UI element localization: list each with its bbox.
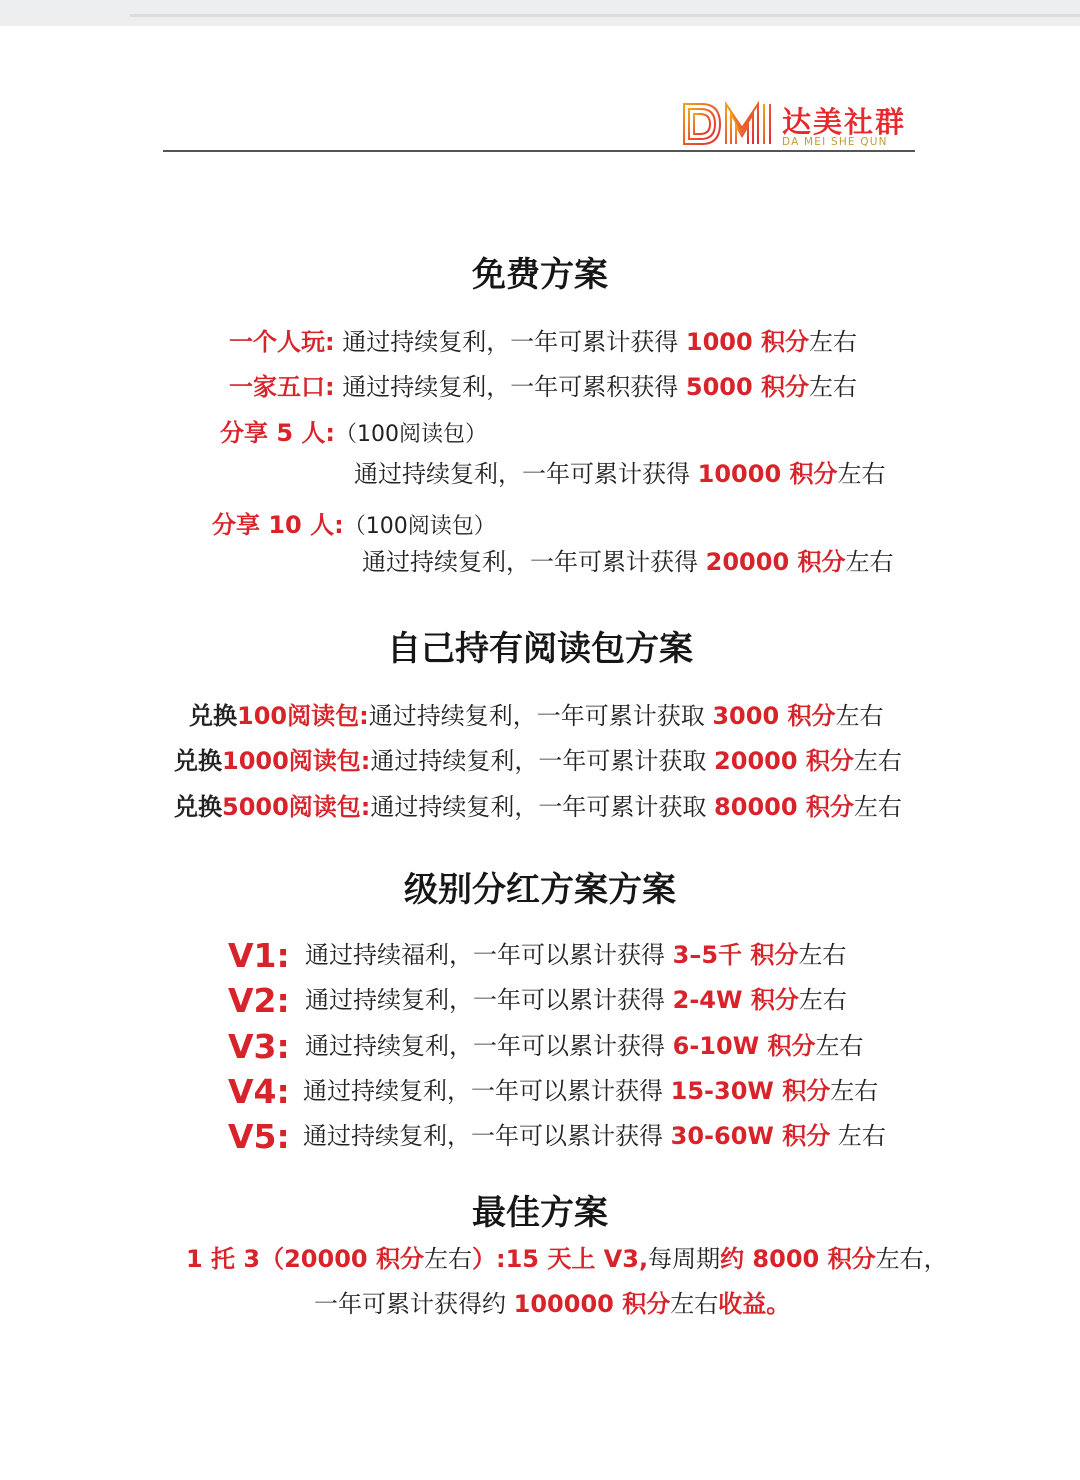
best-l1-part: 左右，	[875, 1245, 948, 1273]
free-row-suffix: 左右	[809, 373, 858, 401]
own-row-colon: :	[359, 702, 369, 730]
best-l1-part: 左右	[423, 1245, 472, 1273]
share10-suffix: 左右	[845, 548, 894, 576]
free-plan-title: 免费方案	[472, 255, 608, 295]
level-v3-label: V3:	[228, 1027, 290, 1066]
level-row-suffix: 左右	[815, 1032, 864, 1060]
level-v2-label: V2:	[228, 981, 290, 1020]
own-row-suffix: 左右	[835, 702, 884, 730]
own-row-prefix: 兑换	[174, 793, 222, 821]
level-row-text: 通过持续复利，一年可以累计获得	[305, 986, 673, 1014]
share5-note: （100阅读包）	[335, 422, 488, 447]
own-row-prefix: 兑换	[174, 747, 222, 775]
own-row-package: 5000阅读包	[222, 793, 361, 821]
own-row-amount: 3000 积分	[712, 702, 836, 730]
own-row-colon: :	[360, 747, 371, 775]
free-row-1	[229, 328, 857, 357]
own-row-suffix: 左右	[853, 793, 902, 821]
logo-english-name: DA MEI SHE QUN	[782, 136, 888, 148]
own-row-3	[174, 793, 902, 822]
brand-logo	[682, 100, 922, 152]
top-divider	[130, 14, 1080, 17]
own-row-colon: :	[360, 793, 371, 821]
share10-header	[212, 511, 496, 540]
level-plan-title: 级别分红方案方案	[404, 870, 676, 910]
level-row-text: 通过持续复利，一年可以累计获得	[303, 1077, 671, 1105]
free-row-suffix: 左右	[809, 328, 858, 356]
best-line-1	[186, 1245, 948, 1274]
free-row-text: 通过持续复利，一年可累积获得	[342, 373, 686, 401]
level-v4-label: V4:	[228, 1072, 290, 1111]
share5-row	[354, 460, 886, 489]
best-l1-part: 约 8000 积分	[720, 1245, 876, 1273]
own-row-package: 100阅读包	[237, 702, 360, 730]
own-row-text: 通过持续复利，一年可累计获取	[370, 793, 715, 821]
top-bar	[0, 0, 1080, 26]
share5-text: 通过持续复利，一年可累计获得	[354, 460, 698, 488]
best-plan-title: 最佳方案	[472, 1193, 608, 1233]
own-row-1	[189, 702, 884, 731]
free-row-label: 一家五口:	[229, 373, 335, 401]
best-l2-part: 一年可累计获得约	[314, 1290, 514, 1318]
level-row-suffix: 左右	[798, 941, 847, 969]
level-row-suffix: 左右	[830, 1077, 879, 1105]
level-v5-row	[303, 1122, 886, 1151]
best-line-2	[314, 1290, 790, 1319]
own-row-text: 通过持续复利，一年可累计获取	[368, 702, 713, 730]
own-row-amount: 80000 积分	[714, 793, 854, 821]
level-row-suffix: 左右	[798, 986, 847, 1014]
share5-label: 分享 5 人:	[220, 419, 336, 447]
own-row-text: 通过持续复利，一年可累计获取	[370, 747, 715, 775]
level-row-amount: 3–5千 积分	[672, 941, 799, 969]
header-rule	[163, 150, 915, 152]
level-row-suffix: 左右	[830, 1122, 886, 1150]
level-v4-row	[303, 1077, 878, 1106]
level-v5-label: V5:	[228, 1117, 290, 1156]
dm-logo-mark	[682, 100, 778, 148]
free-row-2	[229, 373, 857, 402]
level-row-amount: 6-10W 积分	[672, 1032, 816, 1060]
free-row-amount: 5000 积分	[685, 373, 810, 401]
best-l2-part: 左右	[670, 1290, 719, 1318]
share10-label: 分享 10 人:	[212, 511, 344, 539]
logo-chinese-name: 达美社群	[782, 105, 907, 139]
level-row-text: 通过持续复利，一年可以累计获得	[305, 1032, 673, 1060]
share5-suffix: 左右	[837, 460, 886, 488]
level-row-text: 通过持续福利，一年可以累计获得	[305, 941, 673, 969]
level-row-amount: 15-30W 积分	[670, 1077, 831, 1105]
own-row-package: 1000阅读包	[222, 747, 361, 775]
level-v1-row	[305, 941, 846, 970]
own-row-suffix: 左右	[853, 747, 902, 775]
share10-amount: 20000 积分	[705, 548, 846, 576]
free-row-amount: 1000 积分	[685, 328, 810, 356]
level-row-amount: 30-60W 积分	[670, 1122, 831, 1150]
level-row-text: 通过持续复利，一年可以累计获得	[303, 1122, 671, 1150]
best-l1-part: ）:15 天上 V3,	[471, 1245, 649, 1273]
share5-amount: 10000 积分	[697, 460, 838, 488]
level-row-amount: 2-4W 积分	[672, 986, 799, 1014]
own-row-2	[174, 747, 902, 776]
free-row-text: 通过持续复利，一年可累计获得	[342, 328, 686, 356]
best-l1-part: 1 托 3（20000 积分	[186, 1245, 424, 1273]
best-l2-part: 100000 积分	[513, 1290, 671, 1318]
own-plan-title: 自己持有阅读包方案	[387, 629, 693, 669]
share10-row	[362, 548, 894, 577]
own-row-amount: 20000 积分	[714, 747, 854, 775]
level-v3-row	[305, 1032, 864, 1061]
share5-header	[220, 419, 487, 448]
own-row-prefix: 兑换	[189, 702, 237, 730]
share10-text: 通过持续复利，一年可累计获得	[362, 548, 706, 576]
level-v1-label: V1:	[228, 936, 290, 975]
best-l1-part: 每周期	[648, 1245, 721, 1273]
share10-note: （100阅读包）	[343, 514, 496, 539]
level-v2-row	[305, 986, 847, 1015]
best-l2-part: 收益。	[718, 1290, 791, 1318]
free-row-label: 一个人玩:	[229, 328, 335, 356]
